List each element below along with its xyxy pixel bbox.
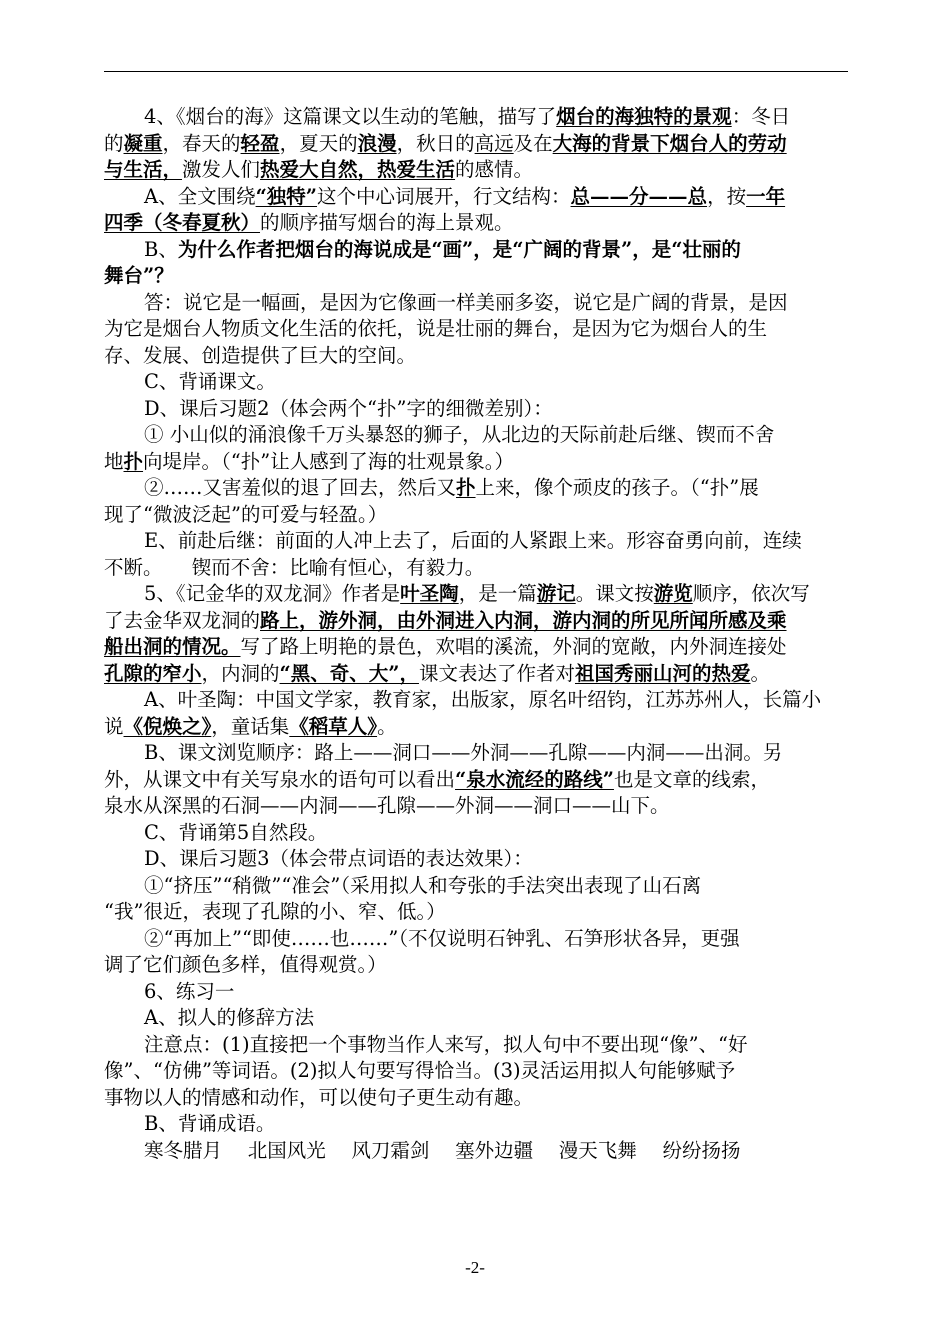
text-run: 顺序，依次写 <box>692 582 810 605</box>
text-run: 也是文章的线索， <box>613 767 770 791</box>
text-line <box>104 979 848 1006</box>
text-run: 注意点：(1)直接把一个事物当作人来写，拟人句中不要出现“像”、“好 <box>144 1032 748 1056</box>
text-run: 的顺序描写烟台的海上景观。 <box>260 211 514 234</box>
text-run: 6、练习一 <box>144 979 235 1003</box>
text-run: B、课文浏览顺序：路上——洞口——外洞——孔隙——内洞——出洞。另 <box>144 741 783 764</box>
text-run: 5、《记金华的双龙洞》作者是 <box>144 582 401 605</box>
text-run: 现了“微波泛起”的可爱与轻盈。） <box>104 502 388 526</box>
emphasized-text: “独特” <box>255 184 318 208</box>
text-run: 事物以人的情感和动作，可以使句子更生动有趣。 <box>104 1085 534 1109</box>
text-line <box>104 369 848 396</box>
text-line <box>104 820 848 847</box>
text-line <box>104 634 848 661</box>
text-run: ②……又害羞似的退了回去，然后又 <box>144 476 457 499</box>
text-run: 地 <box>104 449 124 473</box>
emphasized-text: 孔隙的窄小 <box>104 661 202 685</box>
text-run: 激发人们 <box>182 158 261 181</box>
text-line <box>104 1058 848 1085</box>
emphasized-text: 凝重 <box>123 131 163 155</box>
emphasized-text: “黑、奇、大”， <box>279 661 419 685</box>
text-run: 。 <box>377 714 397 738</box>
emphasized-text: 扑 <box>123 449 144 473</box>
text-run: 为它是烟台人物质文化生活的依托，说是壮丽的舞台，是因为它为烟台人的生 <box>104 317 768 340</box>
text-line <box>104 184 848 211</box>
text-line <box>104 740 848 767</box>
emphasized-text: 与生活， <box>104 158 183 181</box>
text-run: ②“再加上”“即使……也……”（不仅说明石钟乳、石笋形状各异，更强 <box>144 926 740 950</box>
text-run: 的 <box>104 131 124 155</box>
text-run: 向堤岸。（“扑”让人感到了海的壮观景象。） <box>143 449 514 473</box>
text-run: ：冬日 <box>731 105 791 128</box>
text-line <box>104 793 848 820</box>
text-run: D、课后习题3（体会带点词语的表达效果）： <box>144 847 533 870</box>
text-line <box>104 316 848 343</box>
text-line <box>104 1085 848 1112</box>
emphasized-text: 祖国秀丽山河的热爱 <box>574 661 751 685</box>
text-run: ，夏天的 <box>279 131 358 155</box>
emphasized-text: 扑 <box>456 476 476 499</box>
text-line <box>104 767 848 794</box>
header-rule <box>104 71 848 72</box>
text-run: 调了它们颜色多样，值得观赏。） <box>104 953 387 976</box>
text-run: C、背诵课文。 <box>144 370 276 393</box>
text-line <box>104 926 848 953</box>
text-line <box>104 1005 848 1032</box>
text-run: ，秋日的 <box>396 131 475 155</box>
text-line <box>104 502 848 529</box>
emphasized-text: 游览 <box>653 582 693 605</box>
text-run: A、叶圣陶：中国文学家，教育家，出版家，原名叶绍钧，江苏苏州人，长篇小 <box>144 688 822 711</box>
text-run: B、背诵成语。 <box>144 1112 276 1135</box>
text-line <box>104 131 848 158</box>
emphasized-text: 《稻草人》 <box>289 714 378 738</box>
text-line <box>104 157 848 184</box>
emphasized-text: 船出洞的情况。 <box>104 635 241 658</box>
text-run: A、拟人的修辞方法 <box>144 1006 315 1029</box>
text-run: 课文表达了作者对 <box>418 661 575 685</box>
text-run: 4、《烟台的海》这篇课文以生动的笔触，描写了 <box>144 105 557 128</box>
text-run: 写了路上明艳的景色，欢唱的溪流，外洞的宽敞，内外洞连接处 <box>240 635 787 658</box>
text-line <box>104 952 848 979</box>
emphasized-text: 游记 <box>536 582 576 605</box>
text-run: 答：说它是一幅画，是因为它像画一样美丽多姿，说它是广阔的背景，是因 <box>144 290 788 314</box>
text-line <box>104 237 848 264</box>
text-run: B、 <box>144 237 178 261</box>
text-run: 寒冬腊月 北国风光 风刀霜剑 塞外边疆 漫天飞舞 纷纷扬扬 <box>144 1138 741 1162</box>
text-run: 外，从课文中有关写泉水的语句可以看出 <box>104 767 456 791</box>
text-run: 泉水从深黑的石洞——内洞——孔隙——外洞——洞口——山下。 <box>104 794 670 817</box>
text-run: 上来，像个顽皮的孩子。（“扑”展 <box>475 476 759 499</box>
text-run: A、全文围绕 <box>144 184 256 208</box>
text-run: ，内洞的 <box>201 661 280 685</box>
emphasized-text: “泉水流经的路线” <box>455 767 614 791</box>
text-line <box>104 104 848 131</box>
text-line <box>104 661 848 688</box>
text-run: D、课后习题2（体会两个“扑”字的细微差别）： <box>144 396 553 420</box>
text-run: ，是一篇 <box>458 582 537 605</box>
emphasized-text: 总——分——总 <box>570 184 708 208</box>
text-line <box>104 555 848 582</box>
text-run: 及在 <box>513 131 553 155</box>
body-text <box>104 104 848 1164</box>
text-run: ，按 <box>707 184 747 208</box>
text-run: 存、发展、创造提供了巨大的空间。 <box>104 343 417 367</box>
text-line <box>104 449 848 476</box>
emphasized-text: 浪漫 <box>357 131 397 155</box>
emphasized-text: 大海的背景下烟台人的劳动 <box>552 131 787 155</box>
page-number: -2- <box>465 1258 485 1277</box>
emphasized-text: 一年 <box>746 184 786 208</box>
text-line <box>104 528 848 555</box>
emphasized-text: 热爱大自然，热爱生活 <box>260 158 456 181</box>
text-run: 。 <box>750 661 771 685</box>
text-run: 像”、“仿佛”等词语。(2)拟人句要写得恰当。(3)灵活运用拟人句能够赋予 <box>104 1059 736 1082</box>
text-run: C、背诵第5自然段。 <box>144 820 328 844</box>
text-run: 这个中心词展开，行文结构： <box>317 184 571 208</box>
text-line <box>104 581 848 608</box>
text-run: 说 <box>104 714 124 738</box>
text-line <box>104 1032 848 1059</box>
text-run: 了去金华双龙洞的 <box>104 608 261 632</box>
text-run: ，春天的 <box>162 131 241 155</box>
text-line <box>104 1138 848 1165</box>
text-run: ①“挤压”“稍微”“准会”（采用拟人和夸张的手法突出表现了山石离 <box>144 873 702 897</box>
text-line <box>104 210 848 237</box>
emphasized-text: 叶圣陶 <box>400 582 459 605</box>
text-run: E、前赴后继：前面的人冲上去了，后面的人紧跟上来。形容奋勇向前，连续 <box>144 529 802 552</box>
emphasized-text: 路上，游外洞，由外洞进入内洞，游内洞的所见所闻所感及乘 <box>260 608 787 632</box>
text-run: ① 小山似的涌浪像千万头暴怒的狮子，从北边的天际前赴后继、锲而不舍 <box>144 423 775 446</box>
text-line <box>104 396 848 423</box>
text-line <box>104 687 848 714</box>
emphasized-text: 轻盈 <box>240 131 280 155</box>
text-line <box>104 714 848 741</box>
text-line <box>104 475 848 502</box>
emphasized-text: 高远 <box>474 131 514 155</box>
text-line <box>104 608 848 635</box>
text-run: 不断。 锲而不舍：比喻有恒心，有毅力。 <box>104 555 485 579</box>
text-line <box>104 873 848 900</box>
text-line <box>104 290 848 317</box>
text-line <box>104 343 848 370</box>
text-line <box>104 846 848 873</box>
emphasized-text: 烟台的海独特的景观 <box>556 105 732 128</box>
text-run: 。课文按 <box>575 582 654 605</box>
text-run: ，童话集 <box>211 714 290 738</box>
text-line <box>104 899 848 926</box>
emphasized-text: 舞台”？ <box>104 264 174 287</box>
text-line <box>104 422 848 449</box>
text-run: “我”很近，表现了孔隙的小、窄、低。） <box>104 900 446 923</box>
emphasized-text: 四季（冬春夏秋） <box>104 211 261 234</box>
text-line <box>104 1111 848 1138</box>
emphasized-text: 为什么作者把烟台的海说成是“画”，是“广阔的背景”，是“壮丽的 <box>177 237 741 261</box>
text-run: 的感情。 <box>455 158 534 181</box>
emphasized-text: 《倪焕之》 <box>123 714 212 738</box>
text-line <box>104 263 848 290</box>
